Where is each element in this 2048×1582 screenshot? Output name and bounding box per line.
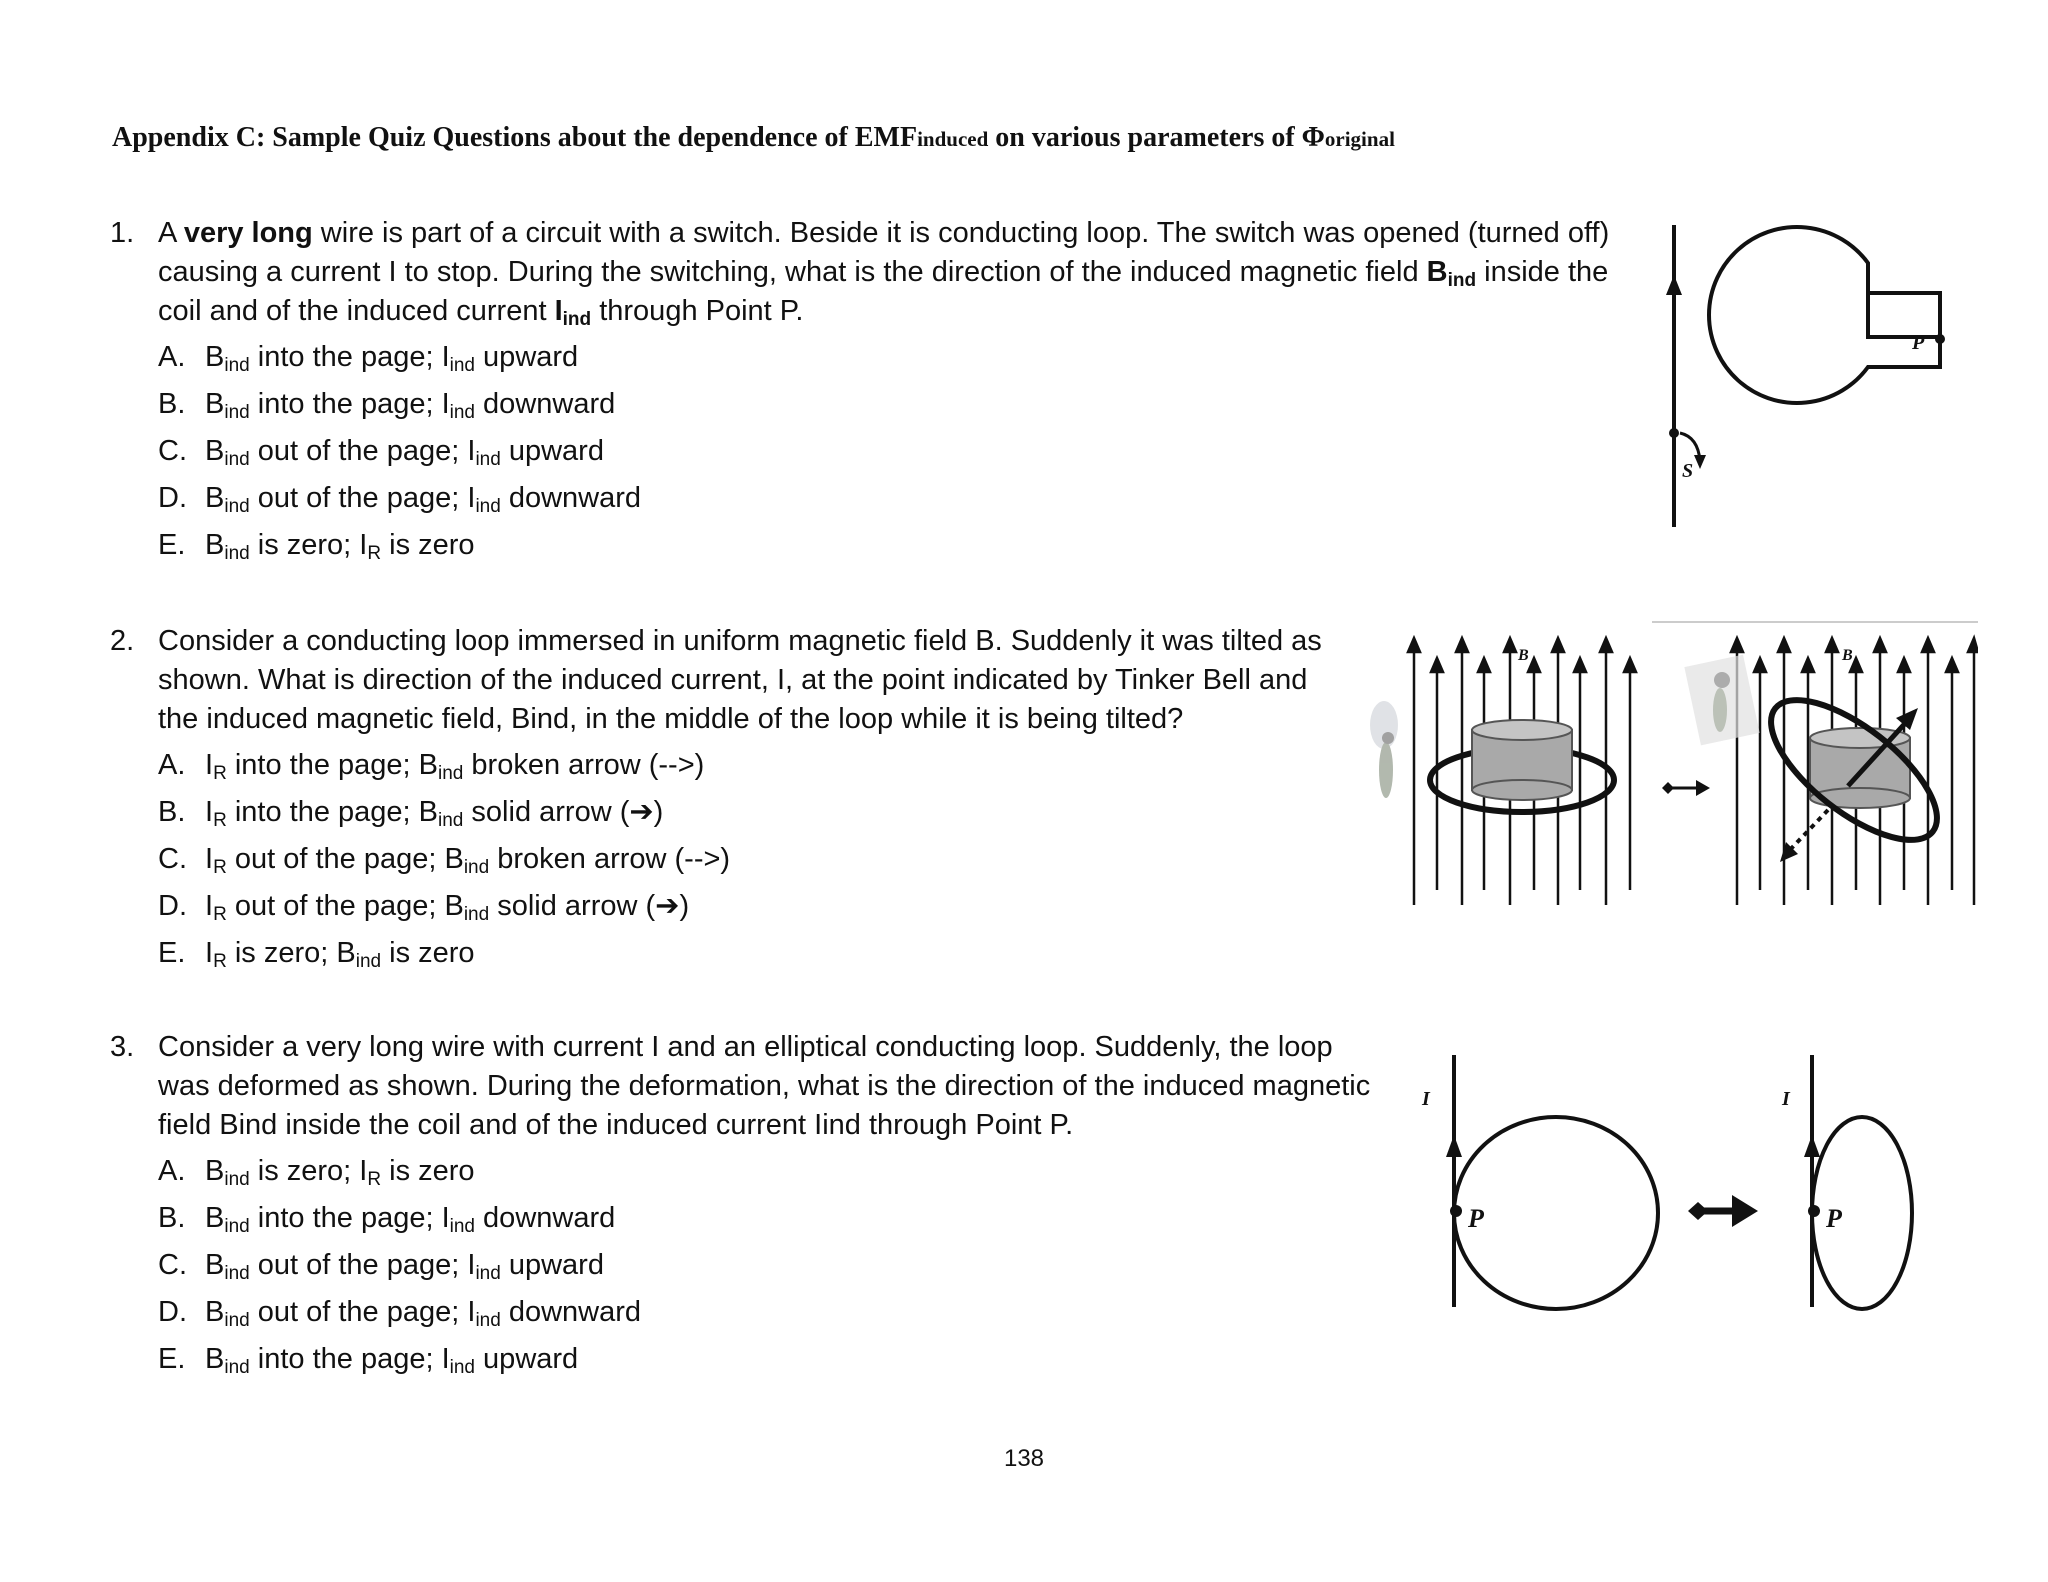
title-part2: on various parameters of Φ — [988, 122, 1325, 153]
answer-options — [158, 1152, 641, 1387]
point-p-marker-left — [1450, 1205, 1462, 1217]
transition-arrow — [1662, 780, 1710, 796]
point-p-label-right: P — [1826, 1204, 1842, 1233]
current-arrow — [1666, 275, 1682, 295]
field-label-b-right: B — [1842, 647, 1853, 664]
switch-pivot — [1669, 428, 1679, 438]
deformation-arrow — [1688, 1195, 1758, 1227]
answer-option-b[interactable]: B. $B_{ind}$ into the page; $I_{ind}$ downward — [158, 388, 616, 423]
loop-circular — [1454, 1117, 1658, 1309]
magnet-cylinder-left — [1472, 720, 1572, 800]
point-p-marker-right — [1808, 1205, 1820, 1217]
answer-option-e[interactable]: E. $B_{ind}$ into the page; $I_{ind}$ upward — [158, 1343, 579, 1378]
title-part1: Appendix C: Sample Quiz Questions about the dependence of EMF — [112, 122, 918, 153]
switch-label: S — [1682, 460, 1694, 482]
field-label-b: B — [1518, 647, 1529, 664]
question-line: the induced magnetic field, Bind, in the middle of the loop while it is being tilted? — [158, 703, 1184, 735]
iind-symbol: $I_{ind}$ — [554, 295, 592, 330]
title-original-sub: original — [1324, 127, 1395, 151]
question-line: field Bind inside the coil and of the induced current Iind through Point P. — [158, 1109, 1074, 1141]
question-number: 2. — [110, 625, 135, 657]
switch-arrowhead — [1694, 455, 1706, 469]
answer-option-b[interactable]: B. $I_R$ into the page; $B_{ind}$ solid arrow (➔) — [158, 796, 664, 831]
question-number: 3. — [110, 1031, 135, 1063]
answer-options — [158, 746, 730, 981]
question-number: 1. — [110, 217, 135, 249]
answer-option-d[interactable]: D. $B_{ind}$ out of the page; $I_{ind}$ downward — [158, 1296, 642, 1331]
question-line: coil and of the induced current $I_{ind}$ through Point P. — [158, 295, 804, 330]
answer-option-e[interactable]: E. $B_{ind}$ is zero; $I_R$ is zero — [158, 529, 475, 564]
point-p-label-left: P — [1468, 1204, 1484, 1233]
answer-option-c[interactable]: C. $I_R$ out of the page; $B_{ind}$ broken arrow (-->) — [158, 843, 731, 878]
page-number: 138 — [1003, 1445, 1045, 1472]
loop-neck — [1868, 263, 1940, 335]
point-p-marker — [1935, 334, 1945, 344]
answer-option-c[interactable]: C. $B_{ind}$ out of the page; $I_{ind}$ upward — [158, 435, 604, 470]
page-title — [112, 122, 1912, 154]
answer-option-a[interactable]: A. $B_{ind}$ into the page; $I_{ind}$ upward — [158, 341, 579, 376]
answer-option-b[interactable]: B. $B_{ind}$ into the page; $I_{ind}$ downward — [158, 1202, 616, 1237]
question-line: Consider a very long wire with current I and an elliptical conducting loop. Suddenly, the loop — [158, 1031, 1333, 1063]
broken-arrowhead — [1780, 842, 1798, 862]
title-induced-sub: induced — [917, 127, 989, 151]
answer-option-a[interactable]: A. $B_{ind}$ is zero; $I_R$ is zero — [158, 1155, 475, 1190]
figure-deforming-loop — [1420, 1045, 1940, 1315]
question-text — [158, 1028, 1370, 1145]
emphasis-very-long: very long — [183, 217, 313, 249]
figure-tilted-loop — [1362, 620, 1978, 910]
answer-option-c[interactable]: C. $B_{ind}$ out of the page; $I_{ind}$ upward — [158, 1249, 604, 1284]
question-text — [158, 214, 1609, 331]
magnet-cylinder-right — [1810, 728, 1910, 808]
question-line: was deformed as shown. During the deformation, what is the direction of the induced magnetic — [158, 1070, 1371, 1102]
question-line: shown. What is direction of the induced current, I, at the point indicated by Tinker Bell and — [158, 664, 1308, 696]
answer-option-d[interactable]: D. $I_R$ out of the page; $B_{ind}$ solid arrow (➔) — [158, 890, 690, 925]
question-line: causing a current I to stop. During the switching, what is the direction of the induced magnetic field $B_{ind}$ inside the — [158, 256, 1609, 291]
figure-wire-switch-loop — [1640, 215, 1960, 535]
question-text — [158, 622, 1322, 739]
answer-options — [158, 338, 641, 573]
point-p-label: P — [1912, 332, 1925, 354]
current-label-right: I — [1782, 1088, 1790, 1110]
current-label-left: I — [1422, 1088, 1430, 1110]
conducting-loop — [1709, 227, 1940, 403]
answer-option-e[interactable]: E. $I_R$ is zero; $B_{ind}$ is zero — [158, 937, 475, 972]
answer-option-d[interactable]: D. $B_{ind}$ out of the page; $I_{ind}$ downward — [158, 482, 642, 517]
question-line: A very long wire is part of a circuit with a switch. Beside it is conducting loop. The switch was opened (turned off) — [158, 217, 1610, 249]
answer-option-a[interactable]: A. $I_R$ into the page; $B_{ind}$ broken arrow (-->) — [158, 749, 705, 784]
question-line: Consider a conducting loop immersed in uniform magnetic field B. Suddenly it was tilted as — [158, 625, 1322, 657]
wire-left — [1421, 1055, 1462, 1307]
tinker-bell-left — [1370, 701, 1398, 798]
tinker-bell-right — [1684, 655, 1759, 746]
bind-symbol: $B_{ind}$ — [1426, 256, 1477, 291]
